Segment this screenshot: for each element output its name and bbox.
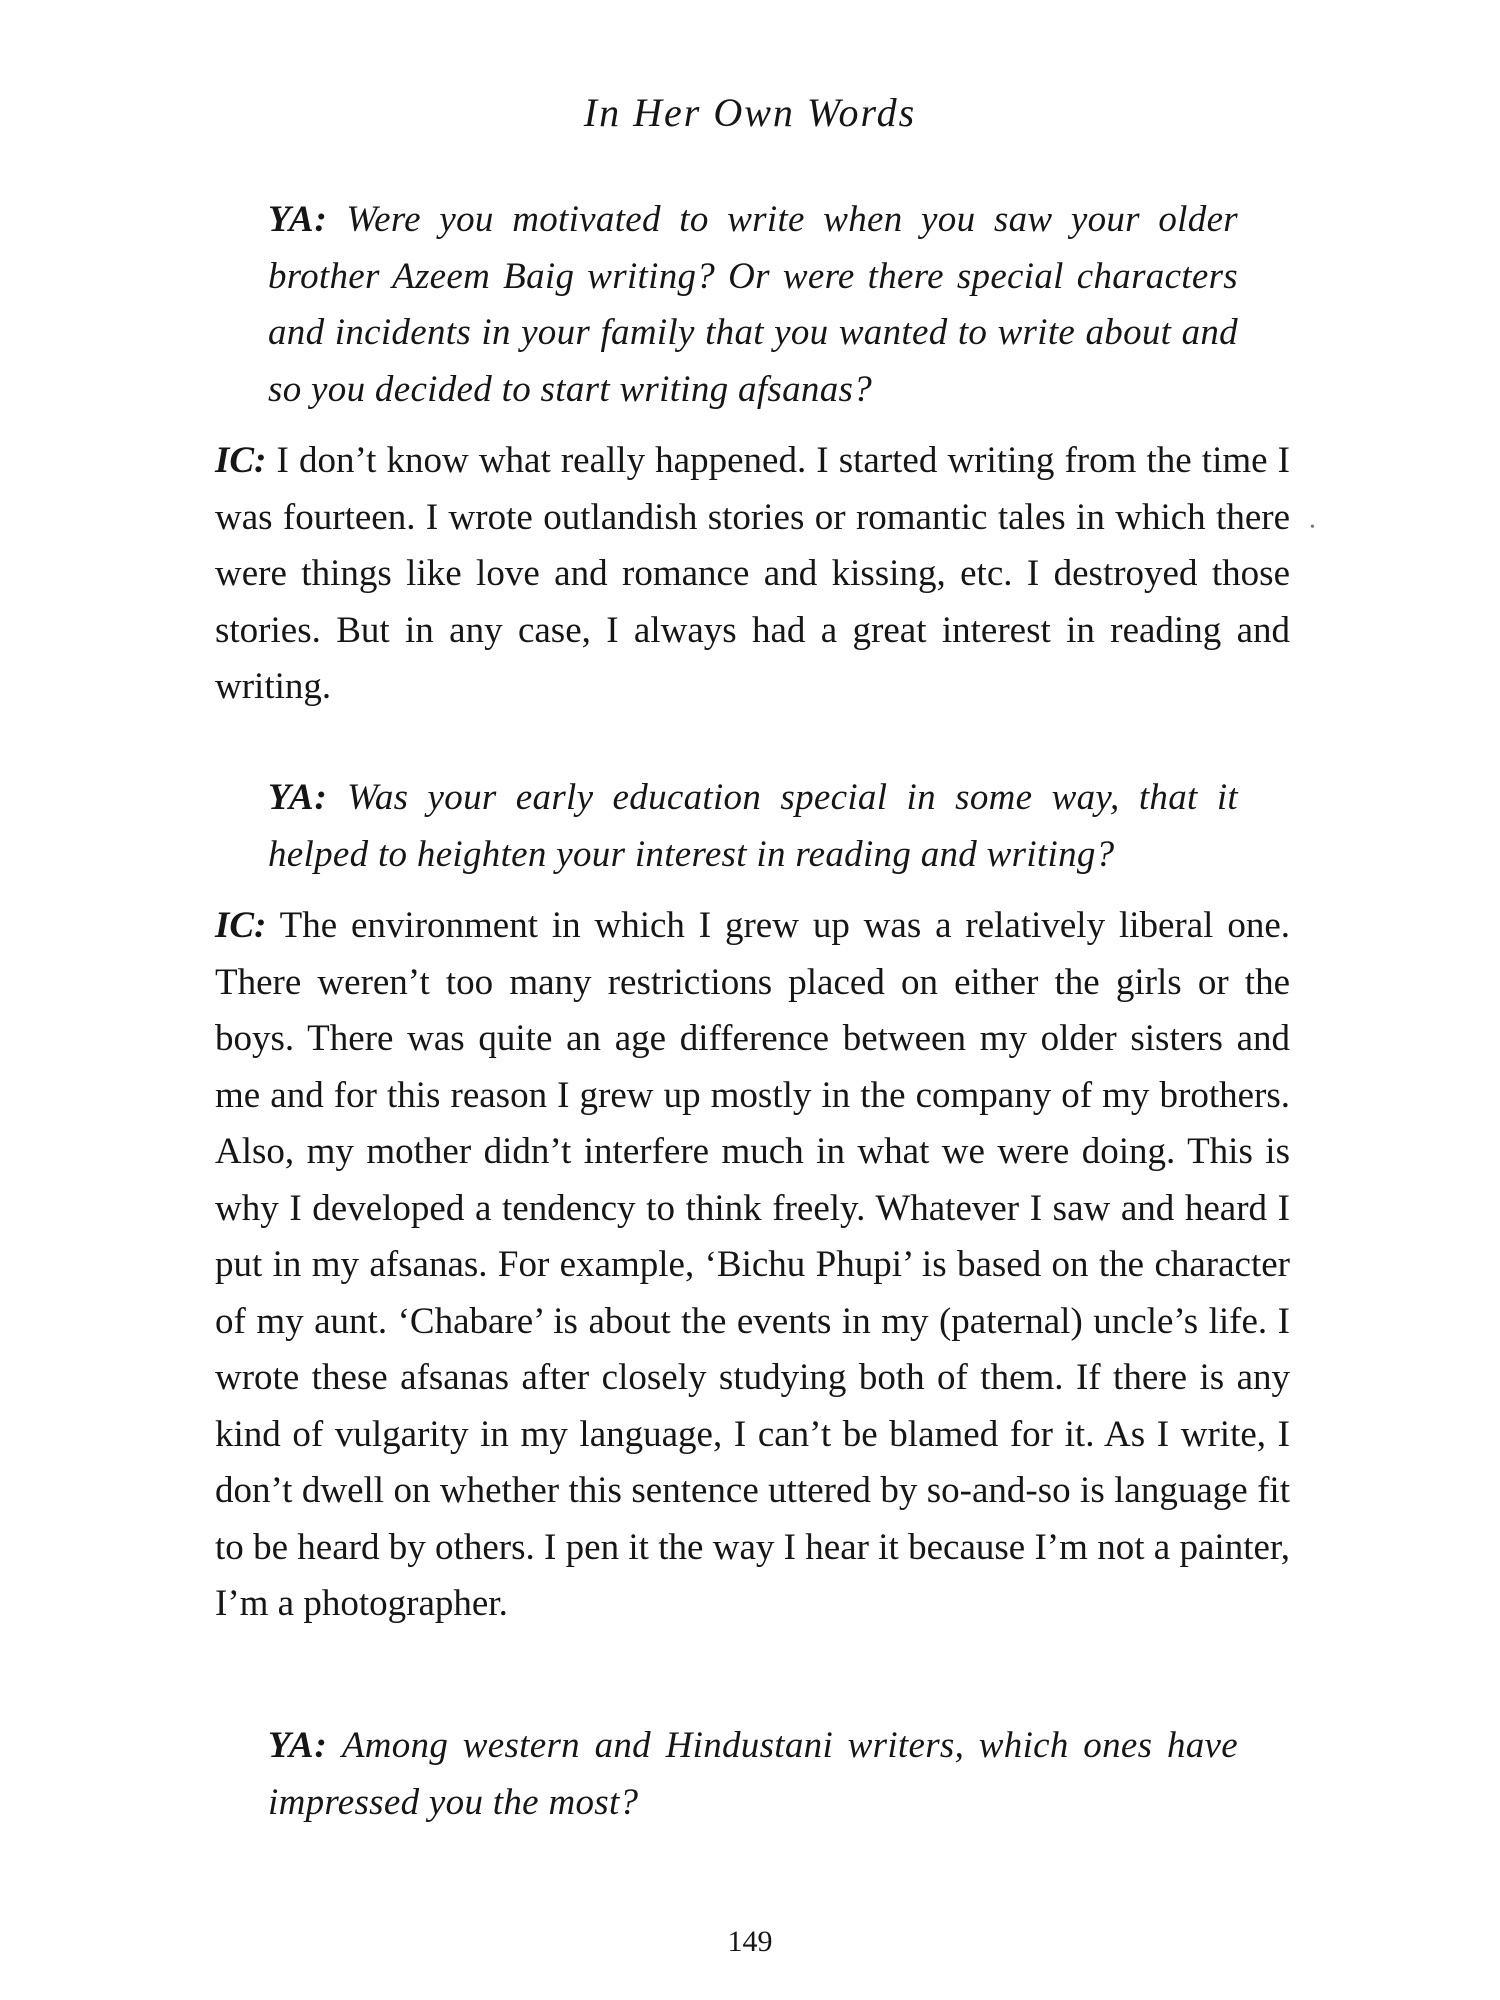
speaker-label: YA:	[268, 777, 328, 818]
speaker-label: IC:	[215, 905, 267, 946]
running-head: In Her Own Words	[583, 90, 917, 135]
answer-paragraph	[215, 433, 1290, 716]
scan-speck: •	[1310, 520, 1315, 535]
speaker-label: YA:	[268, 1725, 328, 1766]
answer-text: The environment in which I grew up was a relatively liberal one. There weren’t too many restrictions placed on either the girls or the boys. There was quite an age difference between my older sisters and me and for this reason I grew up mostly in the company of my brothers. Also, my mother didn’t interfere much in what we were doing. This is why I developed a tendency to think freely. Whatever I saw and heard I put in my afsanas. For example, ‘Bichu Phupi’ is based on the character of my aunt. ‘Chabare’ is about the events in my (paternal) uncle’s life. I wrote these afsanas after closely studying both of them. If there is any kind of vulgarity in my language, I can’t be blamed for it. As I write, I don’t dwell on whether this sentence uttered by so-and-so is language fit to be heard by others. I pen it the way I hear it because I’m not a painter, I’m a photographer.	[215, 905, 1290, 1624]
answer-text: I don’t know what really happened. I started writing from the time I was fourteen. I wrote outlandish stories or romantic tales in which there were things like love and romance and kissing, etc. I destroyed those stories. But in any case, I always had a great interest in reading and writing.	[215, 440, 1290, 707]
speaker-label: IC:	[215, 440, 267, 481]
question-paragraph	[268, 192, 1238, 418]
question-text: Among western and Hindustani writers, which ones have impressed you the most?	[268, 1725, 1238, 1823]
answer-paragraph	[215, 898, 1290, 1633]
question-text: Were you motivated to write when you saw your older brother Azeem Baig writing? Or were there special characters and incidents in your family that you wanted to write about and so you decided to start writing afsanas?	[268, 199, 1238, 410]
page-number: 149	[727, 1925, 773, 1958]
question-paragraph	[268, 1718, 1238, 1831]
question-text: Was your early education special in some way, that it helped to heighten your interest in reading and writing?	[268, 777, 1238, 875]
question-paragraph	[268, 770, 1238, 883]
speaker-label: YA:	[268, 199, 328, 240]
